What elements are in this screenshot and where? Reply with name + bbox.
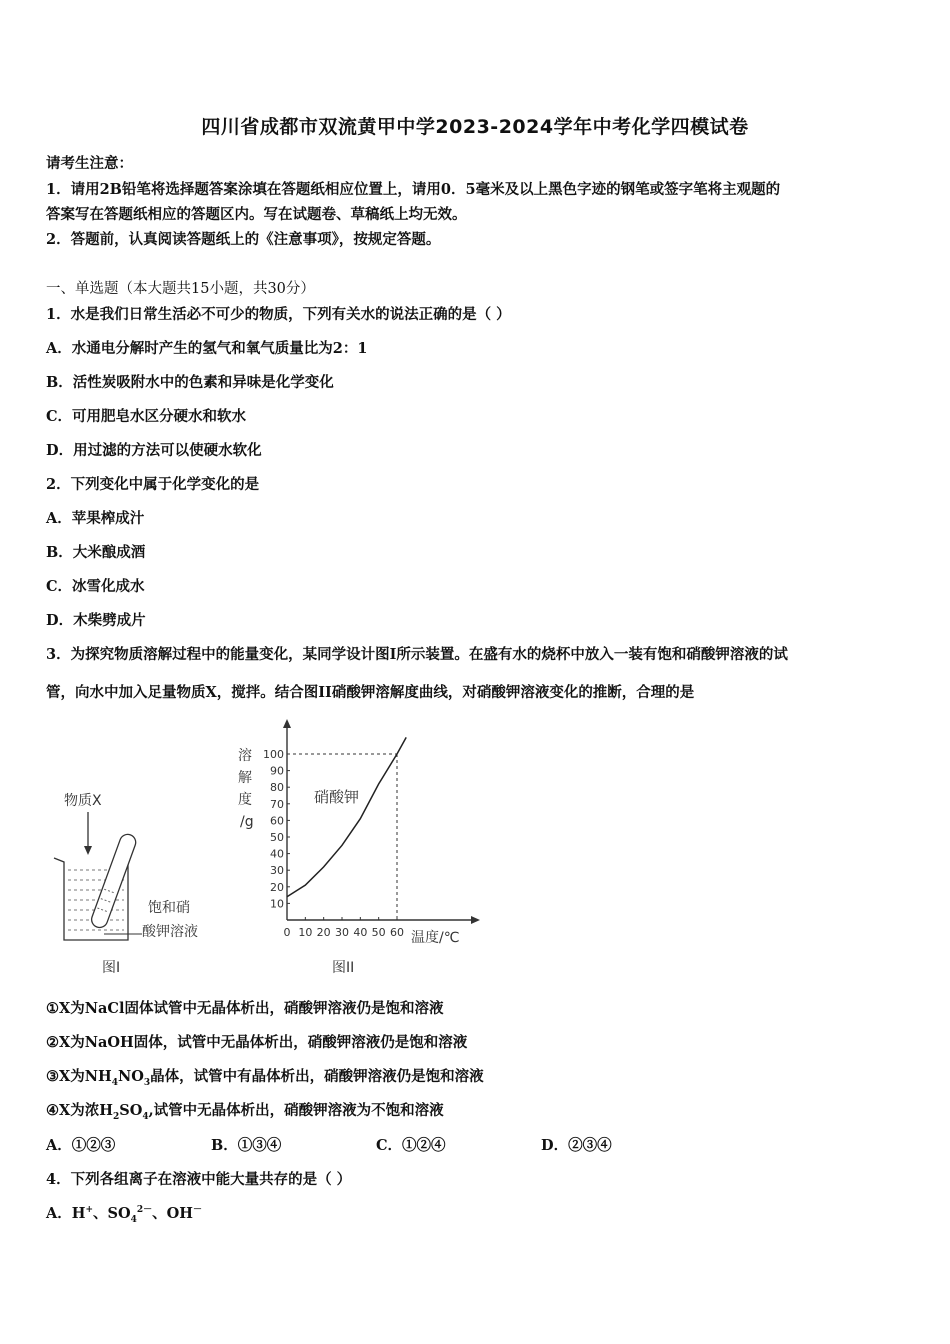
- q3-figures: [46, 712, 486, 982]
- notice-heading: 请考生注意：: [46, 155, 133, 172]
- x-axis-arrow: [471, 916, 480, 924]
- fig2-caption: 图II: [332, 960, 355, 976]
- q3-option-a: A．①②③: [46, 1137, 116, 1154]
- q3-stem-line1: 3．为探究物质溶解过程中的能量变化，某同学设计图I所示装置。在盛有水的烧杯中放入一装有饱和硝酸钾溶液的试: [46, 646, 788, 663]
- y-tick-label: 20: [270, 880, 284, 894]
- q4-stem: 4．下列各组离子在溶液中能大量共存的是（ ）: [46, 1171, 352, 1188]
- y-axis-arrow: [283, 719, 291, 728]
- notice-item-2: 2．答题前，认真阅读答题纸上的《注意事项》，按规定答题。: [46, 231, 441, 248]
- x-tick-label: 50: [371, 926, 386, 939]
- x-tick-label: 40: [353, 926, 368, 939]
- y-tick-label: 40: [270, 847, 284, 861]
- q3-stem-line2: 管，向水中加入足量物质X，搅拌。结合图II硝酸钾溶解度曲线，对硝酸钾溶液变化的推断，合理的是: [46, 684, 695, 701]
- fig2-ylabel-2: 度: [238, 792, 252, 808]
- q3-figure-svg: [46, 712, 486, 982]
- fig2-curve-label: 硝酸钾: [314, 788, 360, 806]
- figure-1-beaker: [54, 792, 198, 976]
- fig1-label-solution-2: 酸钾溶液: [142, 924, 198, 940]
- q2-option-c: C．冰雪化成水: [46, 578, 145, 595]
- q2-option-d: D．木柴劈成片: [46, 612, 146, 629]
- q3-statement-1: ①X为NaCl固体试管中无晶体析出，硝酸钾溶液仍是饱和溶液: [46, 1000, 444, 1017]
- q1-option-b: B．活性炭吸附水中的色素和异味是化学变化: [46, 374, 334, 391]
- y-tick-label: 10: [270, 897, 284, 911]
- chart-layer: [263, 719, 480, 939]
- fig1-arrow-head: [84, 846, 92, 855]
- x-tick-label: 10: [298, 926, 313, 939]
- fig2-ylabel-3: /g: [240, 814, 254, 830]
- fig2-ylabel-0: 溶: [238, 748, 252, 764]
- q1-option-c: C．可用肥皂水区分硬水和软水: [46, 408, 247, 425]
- series-line-硝酸钾: [287, 737, 406, 896]
- q1-option-a: A．水通电分解时产生的氢气和氧气质量比为2：1: [46, 340, 368, 357]
- x-tick-label: 0: [283, 926, 291, 939]
- q3-statement-2: ②X为NaOH固体，试管中无晶体析出，硝酸钾溶液仍是饱和溶液: [46, 1034, 468, 1051]
- y-tick-label: 50: [270, 831, 284, 844]
- q1-stem: 1．水是我们日常生活必不可少的物质，下列有关水的说法正确的是（ ）: [46, 306, 511, 323]
- x-tick-label: 30: [335, 926, 349, 939]
- q3-option-b: B．①③④: [211, 1137, 282, 1154]
- q4-option-a: A．H+、$SO_4^{2-}$、OH－: [46, 1205, 202, 1225]
- page-title: 四川省成都市双流黄甲中学2023-2024学年中考化学四模试卷: [201, 116, 749, 138]
- y-tick-label: 90: [270, 764, 284, 778]
- q2-option-a: A．苹果榨成汁: [46, 510, 145, 527]
- y-tick-label: 60: [270, 814, 284, 828]
- fig1-test-tube: [89, 832, 138, 930]
- y-tick-label: 100: [263, 748, 284, 761]
- notice-item-1b: 答案写在答题纸相应的答题区内。写在试题卷、草稿纸上均无效。: [46, 206, 467, 223]
- fig2-xlabel: 温度/℃: [411, 930, 460, 946]
- fig1-label-x: 物质X: [64, 793, 102, 809]
- y-tick-label: 80: [270, 781, 284, 795]
- q3-option-c: C．①②④: [376, 1137, 446, 1154]
- fig1-label-solution-1: 饱和硝: [148, 900, 190, 916]
- notice-item-1a: 1．请用2B铅笔将选择题答案涂填在答题纸相应位置上，请用0．5毫米及以上黑色字迹的钢笔或签字笔将主观题的: [46, 181, 781, 198]
- fig2-ylabel-1: 解: [238, 770, 252, 786]
- y-tick-label: 30: [270, 864, 284, 878]
- x-tick-label: 60: [390, 926, 404, 939]
- q3-option-d: D．②③④: [541, 1137, 612, 1154]
- q3-statement-3: ③X为$NH_4NO_3$晶体，试管中有晶体析出，硝酸钾溶液仍是饱和溶液: [46, 1068, 484, 1088]
- q3-statement-4: ④X为浓$H_2SO_4$,试管中无晶体析出，硝酸钾溶液为不饱和溶液: [46, 1102, 444, 1122]
- fig1-caption: 图I: [102, 960, 121, 976]
- figure-2-chart: [238, 719, 480, 976]
- x-tick-label: 20: [316, 926, 331, 939]
- section-heading: 一、单选题（本大题共15小题，共30分）: [46, 281, 315, 297]
- q2-option-b: B．大米酿成酒: [46, 544, 146, 561]
- q1-option-d: D．用过滤的方法可以使硬水软化: [46, 442, 262, 459]
- q2-stem: 2．下列变化中属于化学变化的是: [46, 476, 260, 493]
- y-tick-label: 70: [270, 797, 284, 811]
